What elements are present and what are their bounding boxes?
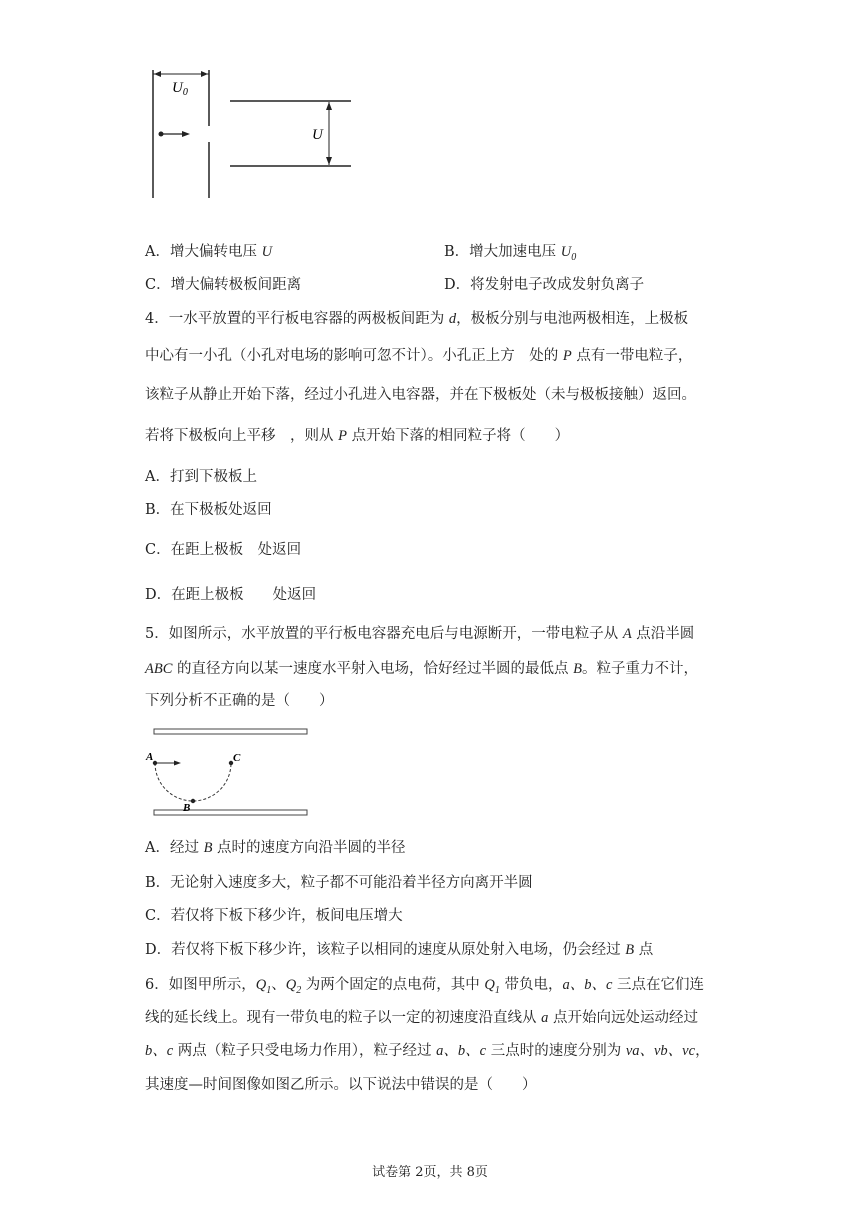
text: 5．如图所示，水平放置的平行板电容器充电后与电源断开，一带电粒子从 [145, 626, 623, 642]
text: 线的延长线上。现有一带负电的粒子以一定的初速度沿直线从 [145, 1010, 542, 1026]
text: ，极板分别与电池两极相连，上极板 [456, 311, 689, 327]
q6-line-2 [145, 1008, 698, 1028]
q4-option-a[interactable]: A．打到下极板上 [145, 469, 257, 485]
var-p: P [562, 348, 572, 364]
point-b [191, 799, 195, 803]
text: 带负电， [499, 977, 563, 993]
var-abc: ABC [145, 661, 173, 677]
var-velocities: va、vb、vc [625, 1043, 696, 1059]
q5-line-3: 下列分析不正确的是（ ） [145, 693, 334, 709]
u-arrow-bottom [326, 157, 332, 165]
option-text: 增大加速电压 [469, 244, 561, 260]
text: 点开始向远处运动经过 [548, 1010, 698, 1026]
q4-line-1 [145, 309, 688, 329]
text: 。粒子重力不计， [581, 661, 698, 677]
text: D．若仅将下板下移少许，该粒子以相同的速度从原处射入电场，仍会经过 [145, 942, 626, 958]
option-sub: 0 [571, 251, 577, 263]
option-text: 增大偏转极板间距离 [170, 277, 302, 293]
sub: 1 [494, 984, 500, 996]
option-key: A． [145, 244, 170, 260]
q3-option-d[interactable] [444, 275, 644, 295]
text: 中心有一小孔（小孔对电场的影响可忽不计）。小孔正上方 处的 [145, 348, 563, 364]
lower-plate [154, 810, 307, 815]
q5-line-2 [145, 659, 698, 679]
sub: 2 [296, 984, 302, 996]
q6-line-3 [145, 1041, 710, 1061]
velocity-arrow-head [174, 761, 181, 766]
accelerating-deflecting-diagram [140, 62, 370, 207]
q5-option-b[interactable]: B．无论射入速度多大，粒子都不可能沿着半径方向离开半圆 [145, 875, 533, 891]
text: ， [695, 1043, 710, 1059]
q5-option-d[interactable] [145, 940, 653, 960]
q3-option-b[interactable] [444, 242, 576, 268]
semicircle-path [155, 763, 231, 801]
q4-line-4 [145, 426, 569, 446]
text: 4．一水平放置的平行板电容器的两极板间距为 [145, 311, 449, 327]
var-q: Q [255, 977, 267, 993]
var-abc: a、b、c [562, 977, 613, 993]
var-b: B [573, 661, 582, 677]
q5-option-c[interactable]: C．若仅将下板下移少许，板间电压增大 [145, 908, 403, 924]
option-key: D． [444, 277, 471, 293]
text: A．经过 [145, 840, 204, 856]
var-d: d [448, 311, 457, 327]
label-c: C [233, 752, 241, 764]
text: 点开始下落的相同粒子将（ ） [346, 428, 570, 444]
text: 若将下极板向上平移 ，则从 [145, 428, 339, 444]
text: 该粒子从静止开始下落，经过小孔进入电容器，并在下极板处（未与极板接触）返回。 [145, 387, 696, 403]
text: 点有一带电粒子， [571, 348, 693, 364]
option-key: C． [145, 277, 171, 293]
var-b: B [625, 942, 635, 958]
q5-line-1 [145, 624, 694, 644]
text: 点 [634, 942, 654, 958]
var-a: A [622, 626, 632, 642]
u0-arrow-right [201, 71, 208, 77]
label-a: A [146, 751, 154, 763]
semicircle-capacitor-diagram [140, 725, 315, 825]
var-abc: a、b、c [436, 1043, 487, 1059]
var-q: Q [285, 977, 297, 993]
q5-option-a[interactable] [145, 838, 406, 858]
var-b: B [203, 840, 213, 856]
option-var: U [560, 244, 572, 260]
option-var: U [261, 244, 273, 260]
option-text: 将发射电子改成发射负离子 [470, 277, 645, 293]
text: 点沿半圆 [631, 626, 695, 642]
q4-option-d[interactable]: D．在距上极板 处返回 [145, 587, 317, 603]
text: 三点在它们连 [612, 977, 705, 993]
q3-option-c[interactable] [145, 275, 301, 295]
u-arrow-top [326, 102, 332, 110]
var-a: a [541, 1010, 549, 1026]
q6-line-1 [145, 975, 704, 1001]
upper-plate [154, 729, 307, 734]
var-q: Q [484, 977, 495, 993]
q4-option-c[interactable]: C．在距上极板 处返回 [145, 542, 302, 558]
u0-arrow-left [154, 71, 161, 77]
var-bc: b、c [145, 1043, 174, 1059]
electron-arrow-head [182, 131, 190, 137]
text: 为两个固定的点电荷，其中 [301, 977, 485, 993]
page-footer: 试卷第 2页，共 8页 [372, 1165, 488, 1180]
label-u0: $U_0$ [172, 80, 188, 98]
text: 的直径方向以某一速度水平射入电场，恰好经过半圆的最低点 [172, 661, 574, 677]
q4-line-3 [145, 385, 696, 405]
option-text: 增大偏转电压 [169, 244, 262, 260]
q6-line-4: 其速度—时间图像如图乙所示。以下说法中错误的是（ ） [145, 1077, 537, 1093]
text: 三点时的速度分别为 [486, 1043, 626, 1059]
text: 点时的速度方向沿半圆的半径 [212, 840, 406, 856]
q4-option-b[interactable]: B．在下极板处返回 [145, 502, 272, 518]
text: 6．如图甲所示， [145, 977, 256, 993]
text: 、 [271, 977, 286, 993]
option-key: B． [444, 244, 470, 260]
q3-option-a[interactable] [145, 242, 272, 262]
var-p: P [338, 428, 347, 444]
q4-line-2 [145, 346, 692, 366]
sub: 1 [266, 984, 272, 996]
label-u: U [312, 127, 323, 143]
text: 两点（粒子只受电场力作用），粒子经过 [173, 1043, 437, 1059]
label-b: B [183, 802, 191, 814]
